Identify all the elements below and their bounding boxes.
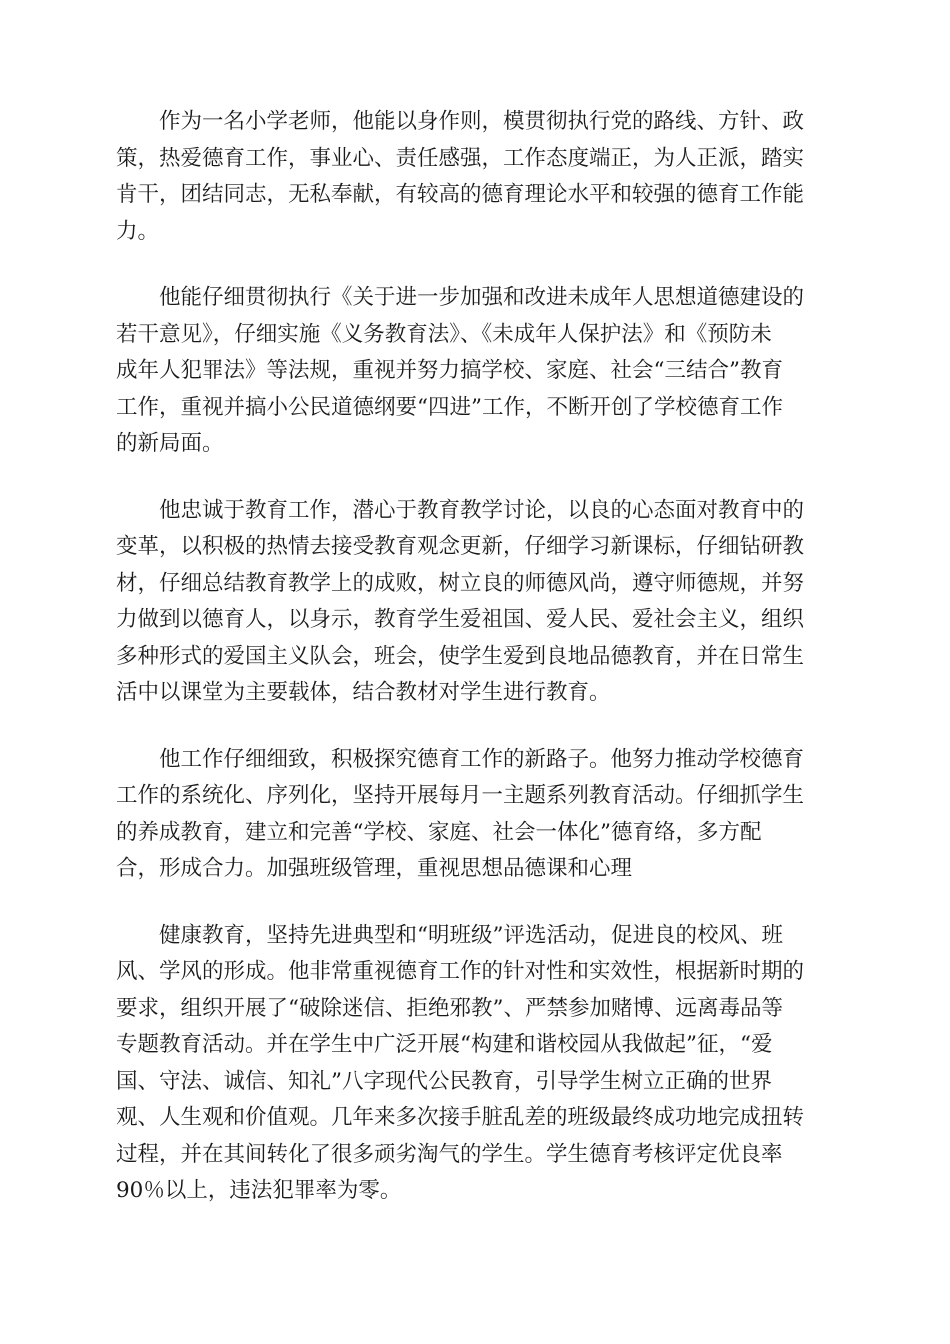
paragraph-4: 他工作仔细细致，积极探究德育工作的新路子。他努力推动学校德育 工作的系统化、序列化，坚持开展每月一主题系列教育活动。仔细抓学生 的养成教育，建立和完善“学校、家庭、社会一体化”德育络，多方配 合，形成合力。加强班级管理，重视思想品德课和心理	[116, 746, 805, 881]
paragraph-5: 健康教育，坚持先进典型和“明班级”评选活动，促进良的校风、班 风、学风的形成。他非常重视德育工作的针对性和实效性，根据新时期的 要求，组织开展了“破除迷信、拒绝邪教”、严禁参加赌博、远离毒品等 专题教育活动。并在学生中广泛开展“构建和谐校园从我做起”征，“爱 国、守法、诚信、知礼”八字现代公民教育，引导学生树立正确的世界 观、人生观和价值观。几年来多次接手脏乱差的班级最终成功地完成扭转 过程，并在其间转化了很多顽劣淘气的学生。学生德育考核评定优良率 90％以上，违法犯罪率为零。	[116, 922, 805, 1203]
document-body	[116, 104, 832, 1210]
paragraph-3: 他忠诚于教育工作，潜心于教育教学讨论，以良的心态面对教育中的 变革，以积极的热情去接受教育观念更新，仔细学习新课标，仔细钻研教 材，仔细总结教育教学上的成败，树立良的师德风尚，遵守师德规，并努 力做到以德育人，以身示，教育学生爱祖国、爱人民、爱社会主义，组织 多种形式的爱国主义队会，班会，使学生爱到良地品德教育，并在日常生 活中以课堂为主要载体，结合教材对学生进行教育。	[116, 497, 805, 705]
paragraph-1: 作为一名小学老师，他能以身作则，模贯彻执行党的路线、方针、政 策，热爱德育工作，事业心、责任感强，工作态度端正，为人正派，踏实 肯干，团结同志，无私奉献，有较高的德育理论水平和较强的德育工作能 力。	[116, 109, 805, 244]
paragraph-2: 他能仔细贯彻执行《关于进一步加强和改进未成年人思想道德建设的 若干意见》，仔细实施《义务教育法》、《未成年人保护法》和《预防未 成年人犯罪法》等法规，重视并努力搞学校、家庭、社会“三结合”教育 工作，重视并搞小公民道德纲要“四进”工作，不断开创了学校德育工作 的新局面。	[116, 285, 805, 456]
